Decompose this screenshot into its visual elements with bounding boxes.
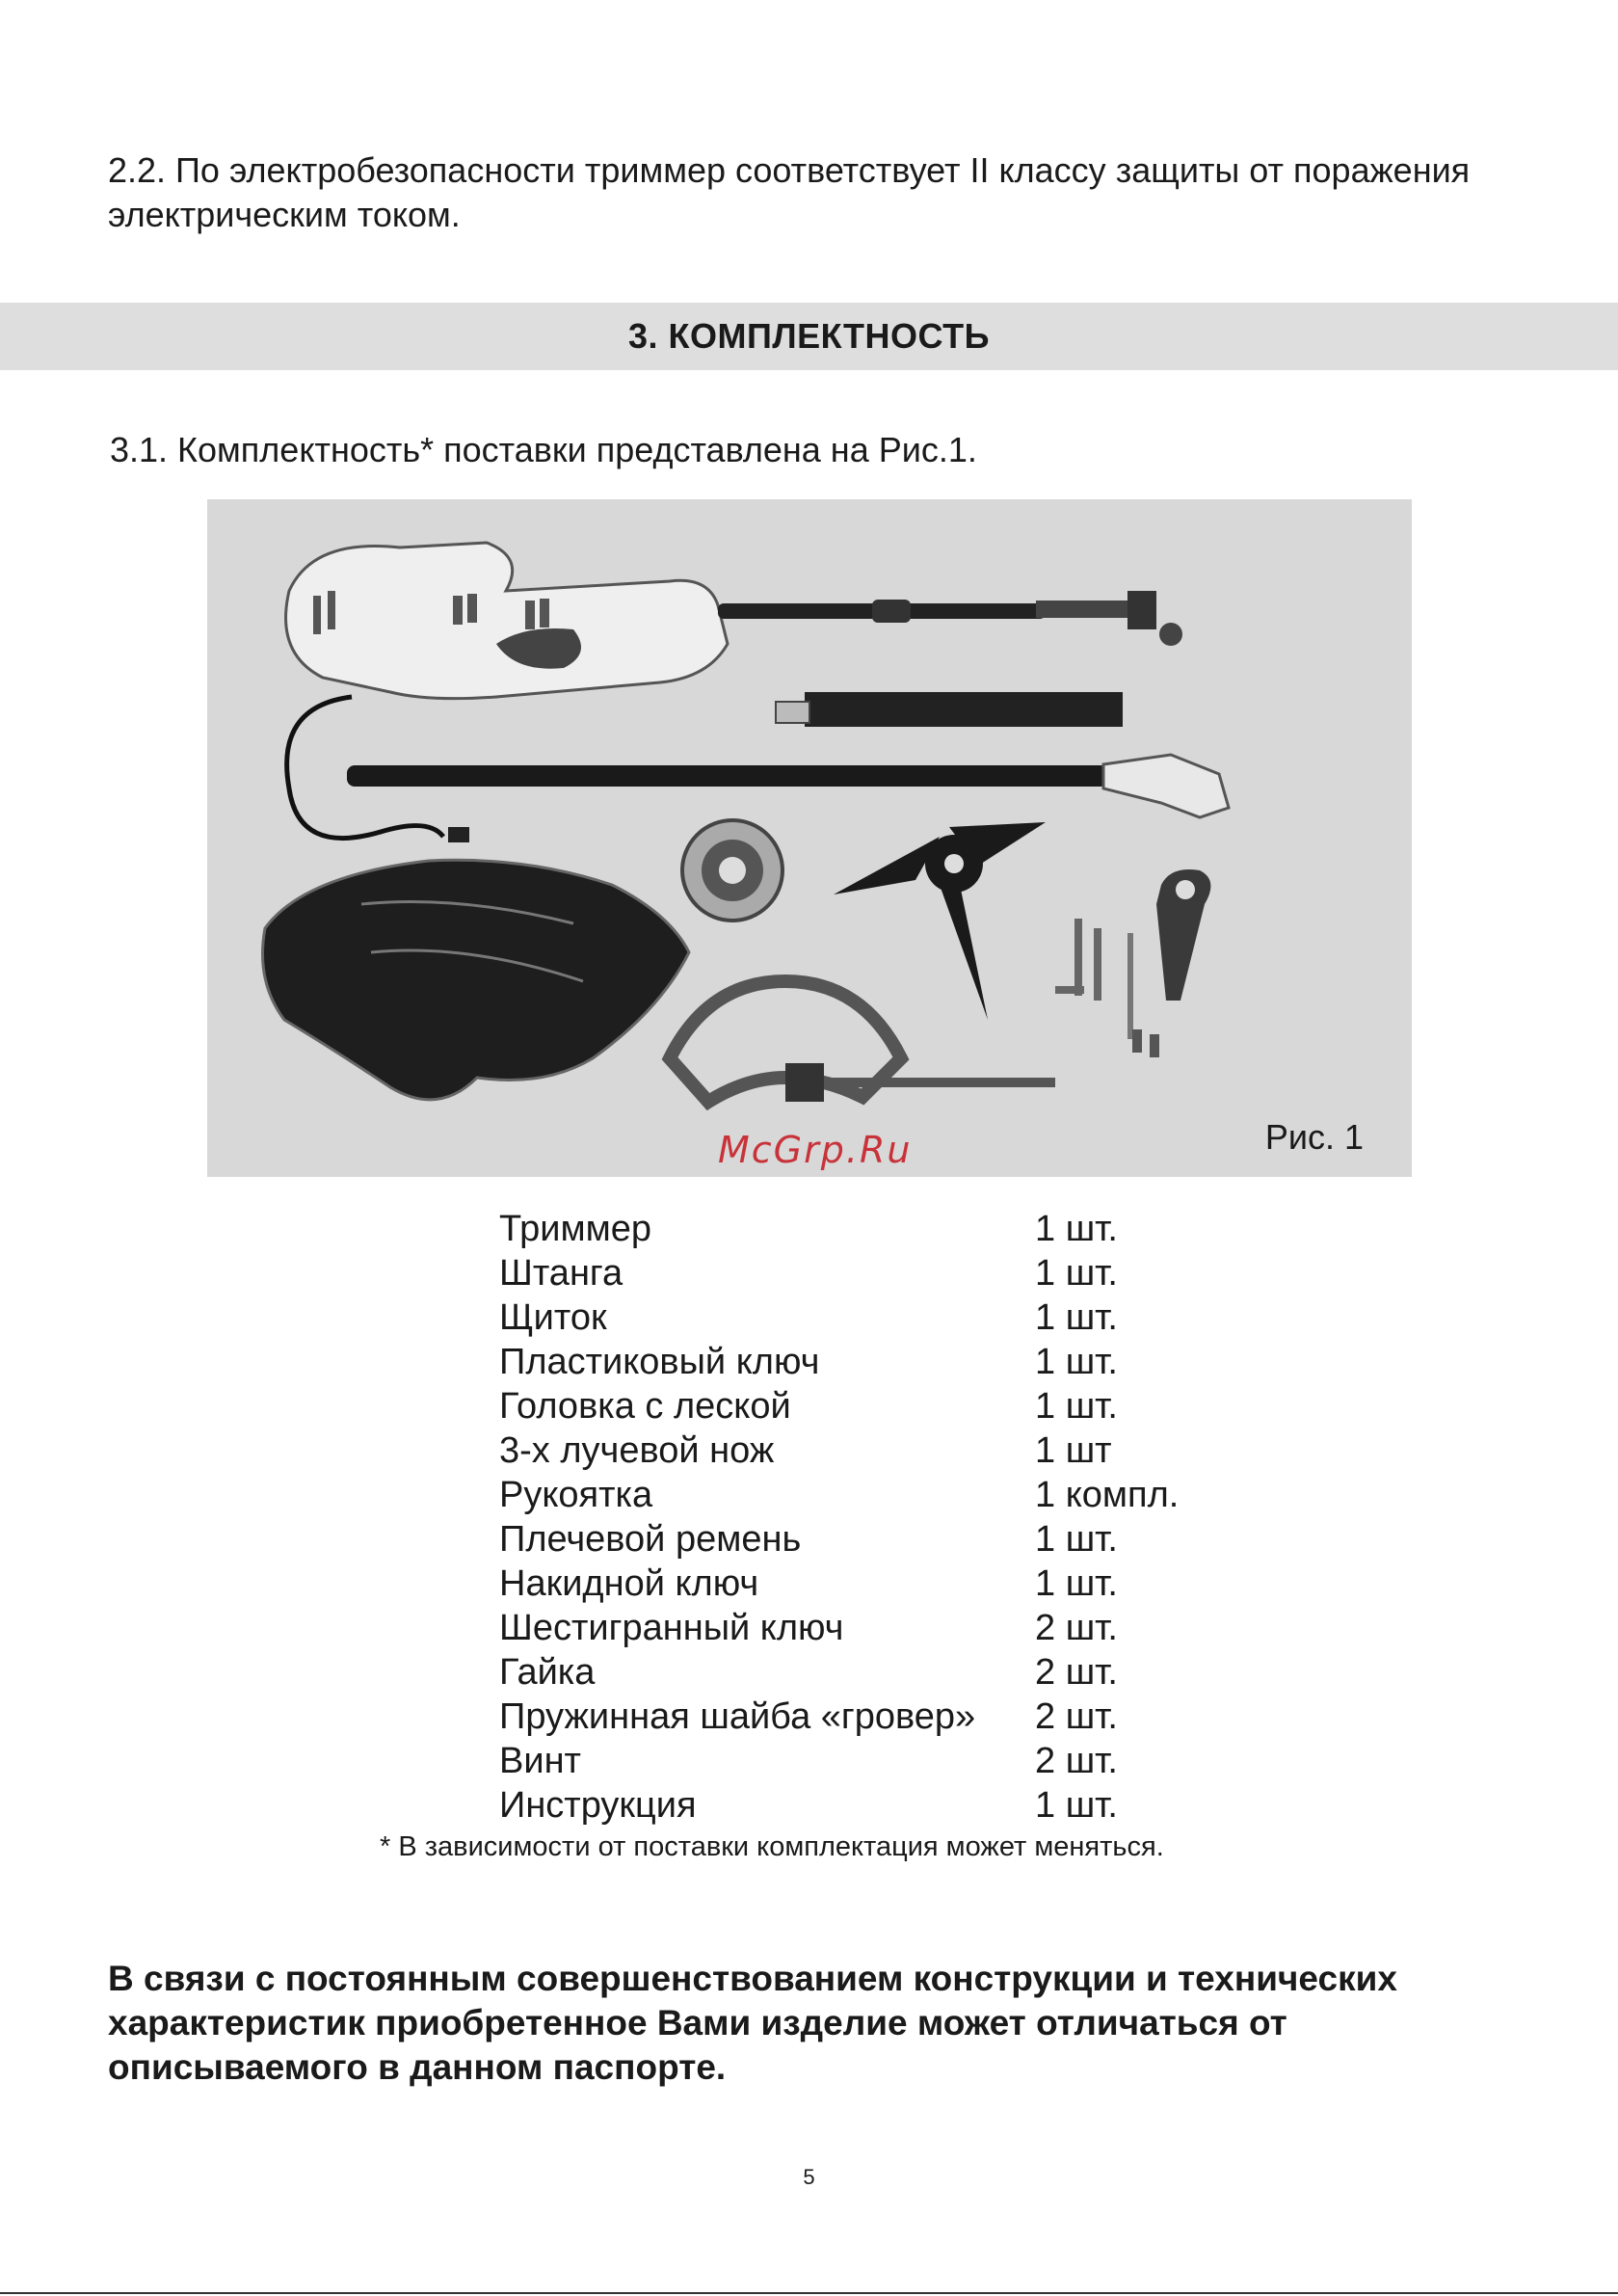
bottom-divider [0,2292,1618,2294]
list-item: Пластиковый ключ 1 шт. [499,1342,1118,1382]
contents-list [499,1207,1232,1828]
list-item: Пружинная шайба «гровер» 2 шт. [499,1696,1118,1737]
figure-photo [207,499,1412,1177]
page-number: 5 [803,2165,815,2189]
list-item: Шестигранный ключ 2 шт. [499,1608,1118,1648]
list-item: Головка с леской 1 шт. [499,1386,1118,1427]
shoulder-strap-shape [776,692,1123,727]
list-item: Щиток 1 шт. [499,1297,1118,1338]
paragraph-3-1: 3.1. Комплектность* поставки представлена на Рис.1. [110,430,977,469]
notice-paragraph: В связи с постоянным совершенствованием конструкции и технических характеристик приобретенное Вами изделие может отличаться от описываемого в данном паспорте. [108,1959,1397,2087]
figure-caption: Рис. 1 [1264,1117,1364,1157]
list-item: Рукоятка 1 компл. [499,1475,1180,1515]
footnote: * В зависимости от поставки комплектация может меняться. [380,1831,1164,1862]
list-item: Триммер 1 шт. [499,1209,1118,1249]
paragraph-2-2: 2.2. По электробезопасности триммер соответствует II классу защиты от поражения электрическим током. [108,150,1471,234]
section-heading-bar [0,303,1618,370]
list-item: 3-х лучевой нож 1 шт [499,1430,1112,1471]
list-item: Штанга 1 шт. [499,1253,1118,1294]
watermark-text: McGrp.Ru [718,1129,913,1171]
list-item: Инструкция 1 шт. [499,1785,1118,1826]
trimmer-head-shape [682,820,782,921]
list-item: Плечевой ремень 1 шт. [499,1519,1118,1560]
section-title: 3. КОМПЛЕКТНОСТЬ [628,316,990,356]
list-item: Накидной ключ 1 шт. [499,1563,1118,1604]
list-item: Гайка 2 шт. [499,1652,1118,1693]
kit-photo-illustration [207,499,1412,1177]
list-item: Винт 2 шт. [499,1741,1118,1781]
